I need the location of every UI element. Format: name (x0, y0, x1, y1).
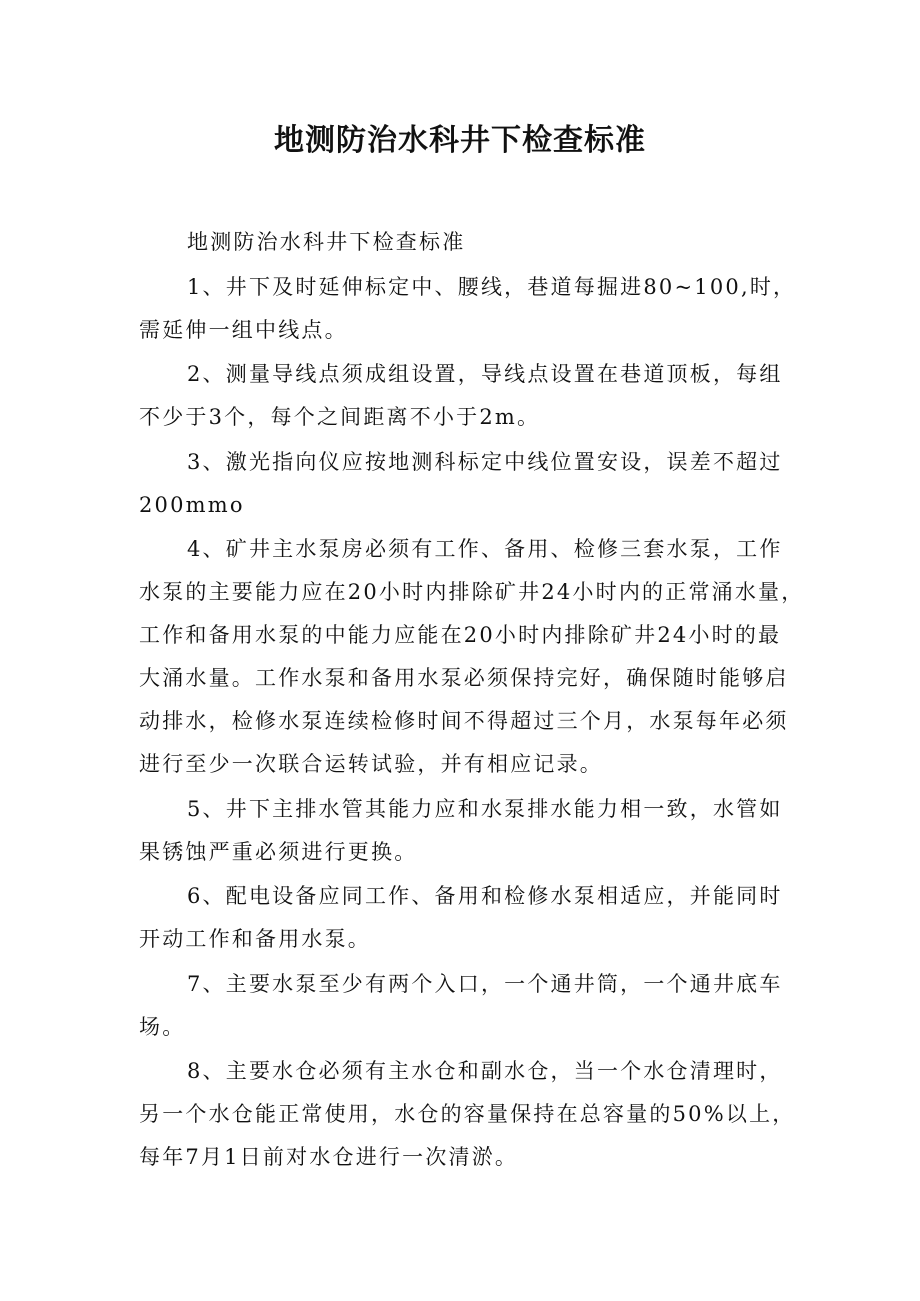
paragraph-line: 1、井下及时延伸标定中、腰线，巷道每掘进80~100,时， (187, 274, 797, 299)
paragraph-line: 3、激光指向仪应按地测科标定中线位置安设，误差不超过 (187, 449, 783, 474)
paragraph (139, 353, 784, 439)
paragraph-line: 200mmo (139, 492, 245, 517)
paragraph-line: 每年7月1日前对水仓进行一次清淤。 (139, 1145, 519, 1169)
paragraph (139, 963, 784, 1049)
document-title: 地测防治水科井下检查标准 (274, 123, 646, 158)
paragraph-line: 5、井下主排水管其能力应和水泵排水能力相一致，水管如 (187, 796, 783, 821)
paragraph-line: 8、主要水仓必须有主水仓和副水仓，当一个水仓清理时， (187, 1059, 783, 1083)
paragraph (139, 441, 784, 527)
paragraph (139, 221, 784, 264)
paragraph (139, 1050, 796, 1179)
paragraph-line: 另一个水仓能正常使用，水仓的容量保持在总容量的50%以上， (139, 1102, 796, 1126)
paragraph (139, 788, 784, 874)
paragraph-line: 工作和备用水泵的中能力应能在20小时内排除矿井24小时的最 (139, 623, 782, 647)
paragraph-line: 大涌水量。工作水泵和备用水泵必须保持完好，确保随时能够启 (139, 666, 789, 690)
paragraph-line: 2、测量导线点须成组设置，导线点设置在巷道顶板，每组 (187, 362, 783, 386)
paragraph-line: 水泵的主要能力应在20小时内排除矿井24小时内的正常涌水量， (139, 580, 805, 604)
paragraph-line: 动排水，检修水泵连续检修时间不得超过三个月，水泵每年必须 (139, 709, 789, 733)
paragraph-line: 需延伸一组中线点。 (139, 317, 348, 342)
paragraph-line: 不少于3个，每个之间距离不小于2m。 (139, 405, 541, 429)
paragraph (139, 875, 784, 961)
paragraph (139, 528, 805, 786)
document-body (139, 221, 805, 1181)
paragraph (139, 266, 797, 352)
paragraph-line: 地测防治水科井下检查标准 (187, 230, 466, 254)
paragraph-line: 6、配电设备应同工作、备用和检修水泵相适应，并能同时 (187, 884, 783, 908)
paragraph-line: 场。 (139, 1014, 186, 1039)
paragraph-line: 开动工作和备用水泵。 (139, 927, 371, 951)
paragraph-line: 进行至少一次联合运转试验，并有相应记录。 (139, 752, 603, 776)
paragraph-line: 7、主要水泵至少有两个入口，一个通井筒，一个通井底车 (187, 971, 783, 996)
paragraph-line: 4、矿井主水泵房必须有工作、备用、检修三套水泵，工作 (187, 537, 783, 561)
paragraph-line: 果锈蚀严重必须进行更换。 (139, 839, 418, 864)
